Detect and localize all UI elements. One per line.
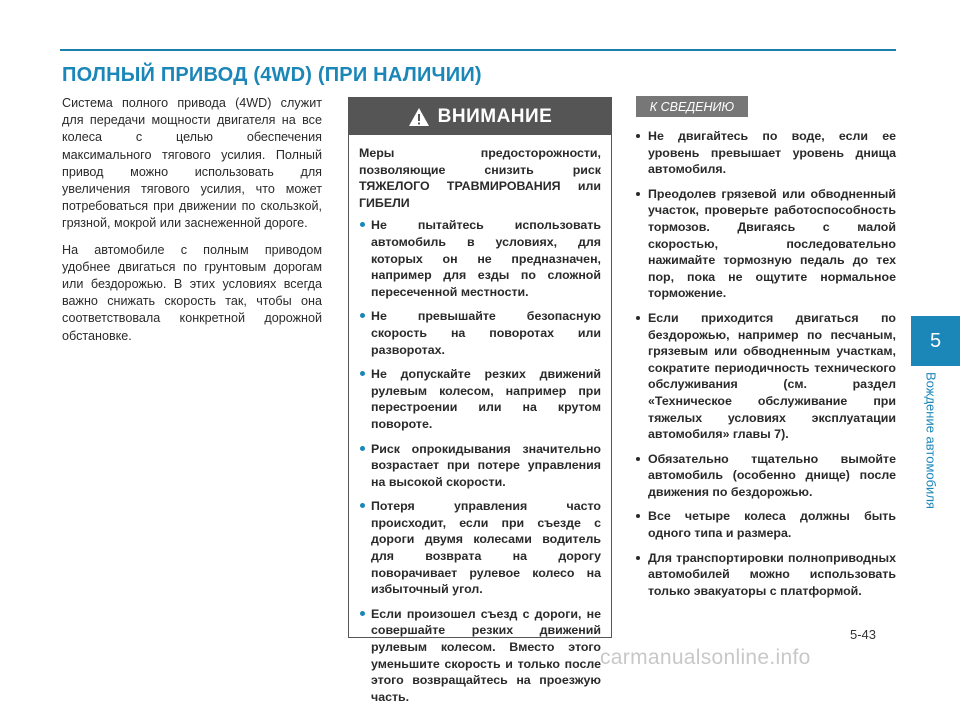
warning-triangle-icon [408,107,430,127]
note-item: Преодолев грязевой или обводненный участок, проверьте работоспособность тормозов. Двигаясь с малой скоростью, последовательно нажимайте тормозную педаль до тех пор, пока не ощутите нормальное торможение. [634,186,896,302]
intro-column [62,95,322,354]
top-divider [60,49,896,51]
page-number: 5-43 [850,627,877,642]
warning-item: Риск опрокидывания значительно возрастает при потере управления на высокой скорости. [359,441,601,491]
warning-item: Не превышайте безопасную скорость на поворотах или разворотах. [359,308,601,358]
watermark: carmanualsonline.info [600,646,811,669]
warning-heading: ВНИМАНИЕ [437,105,553,127]
warning-intro: Меры предосторожности, позволяющие снизить риск ТЯЖЕЛОГО ТРАВМИРОВАНИЯ или ГИБЕЛИ [359,146,601,210]
warning-item: Если произошел съезд с дороги, не совершайте резких движений рулевым колесом. Вместо этого уменьшите скорость и только после этого возвращайтесь на проезжую часть. [359,606,601,705]
warning-item: Не допускайте резких движений рулевым колесом, например при перестроении или на крутом повороте. [359,366,601,432]
note-item: Не двигайтесь по воде, если ее уровень превышает уровень днища автомобиля. [634,128,896,178]
warning-header [349,98,611,135]
intro-paragraph: На автомобиле с полным приводом удобнее двигаться по грунтовым дорогам или бездорожью. В этих условиях всегда важно снижать скорость так, чтобы она соответствовала конкретной дорожной обстановке. [62,242,322,343]
note-item: Если приходится двигаться по бездорожью, например по песчаным, грязевым или обводненным участкам, сократите периодичность технического обслуживания (см. раздел «Техническое обслуживание при тяжелых условиях эксплуатации автомобиля» главы 7). [634,310,896,443]
note-column [634,128,896,607]
chapter-side-label: Вождение автомобиля [923,372,939,509]
note-item: Обязательно тщательно вымойте автомобиль (особенно днище) после движения по бездорожью. [634,451,896,501]
note-item: Все четыре колеса должны быть одного типа и размера. [634,508,896,541]
note-item: Для транспортировки полноприводных автомобилей можно использовать только эвакуаторы с платформой. [634,550,896,600]
warning-list [359,217,601,705]
note-tag: К СВЕДЕНИЮ [636,96,748,117]
warning-item: Потеря управления часто происходит, если при съезде с дороги двумя колесами водитель для возврата на дорогу поворачивает рулевое колесо на избыточный угол. [359,498,601,598]
warning-item: Не пытайтесь использовать автомобиль в условиях, для которых он не предназначен, например для езды по сложной пересеченной местности. [359,217,601,300]
intro-paragraph: Система полного привода (4WD) служит для передачи мощности двигателя на все колеса с целью обеспечения максимального тягового усилия. Полный привод можно использовать для увеличения тягового усилия, что может потребоваться при движении по скользкой, грязной, мокрой или заснеженной дороге. [62,96,322,231]
page-title: ПОЛНЫЙ ПРИВОД (4WD) (ПРИ НАЛИЧИИ) [62,64,482,86]
warning-box [348,97,612,704]
warning-body [349,135,611,705]
note-list [634,128,896,599]
chapter-number-tab: 5 [911,316,960,366]
